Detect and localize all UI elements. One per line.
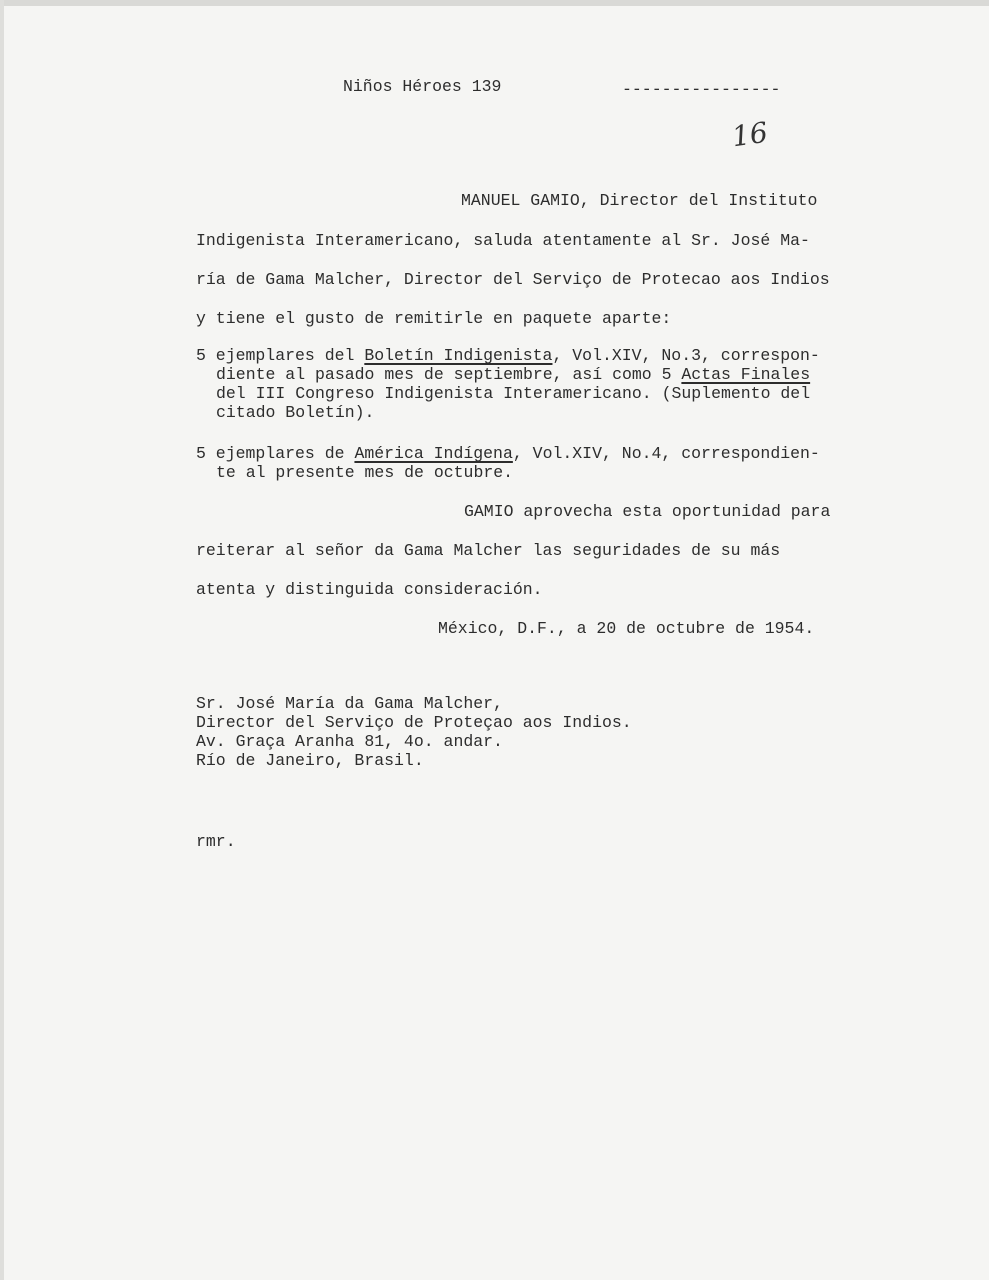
body-line-3: ría de Gama Malcher, Director del Serviço de Protecao aos Indios [196,270,830,289]
closing-line-2: reiterar al señor da Gama Malcher las seguridades de su más [196,541,781,560]
header-dashes: ---------------- [622,80,781,99]
body-line-1: MANUEL GAMIO, Director del Instituto [461,191,818,210]
addressee-line-1: Sr. José María da Gama Malcher, [196,694,503,713]
body-line-4: y tiene el gusto de remitirle en paquete aparte: [196,309,672,328]
handwritten-page-number: 16 [729,115,770,154]
america-indigena-title: América Indígena [354,444,513,463]
item1-line-1 [196,346,820,366]
body-line-2: Indigenista Interamericano, saluda atentamente al Sr. José Ma- [196,231,810,250]
item2-line-2: te al presente mes de octubre. [216,463,514,482]
item2-l1-post: , Vol.XIV, No.4, correspondien- [512,444,820,463]
item2-line-1 [196,444,820,464]
actas-title: Actas Finales [681,365,811,384]
typist-initials: rmr. [196,832,236,851]
item1-l1-pre: 5 ejemplares del [196,346,365,365]
item1-line-4: citado Boletín). [216,403,375,422]
header-address: Niños Héroes 139 [343,77,502,96]
item1-l2-pre: diente al pasado mes de septiembre, así como 5 [216,365,682,384]
addressee-line-2: Director del Serviço de Proteçao aos Indios. [196,713,632,732]
item1-line-3: del III Congreso Indigenista Interamericano. (Suplemento del [216,384,811,403]
closing-line-3: atenta y distinguida consideración. [196,580,543,599]
letter-date: México, D.F., a 20 de octubre de 1954. [438,619,815,638]
item2-l1-pre: 5 ejemplares de [196,444,355,463]
addressee-line-4: Río de Janeiro, Brasil. [196,751,424,770]
item1-l1-post: , Vol.XIV, No.3, correspon- [552,346,820,365]
scan-left-edge [0,0,4,1280]
scan-top-edge [0,0,989,6]
closing-line-1: GAMIO aprovecha esta oportunidad para [464,502,831,521]
addressee-line-3: Av. Graça Aranha 81, 4o. andar. [196,732,503,751]
item1-line-2 [216,365,810,385]
boletin-title: Boletín Indigenista [364,346,553,365]
